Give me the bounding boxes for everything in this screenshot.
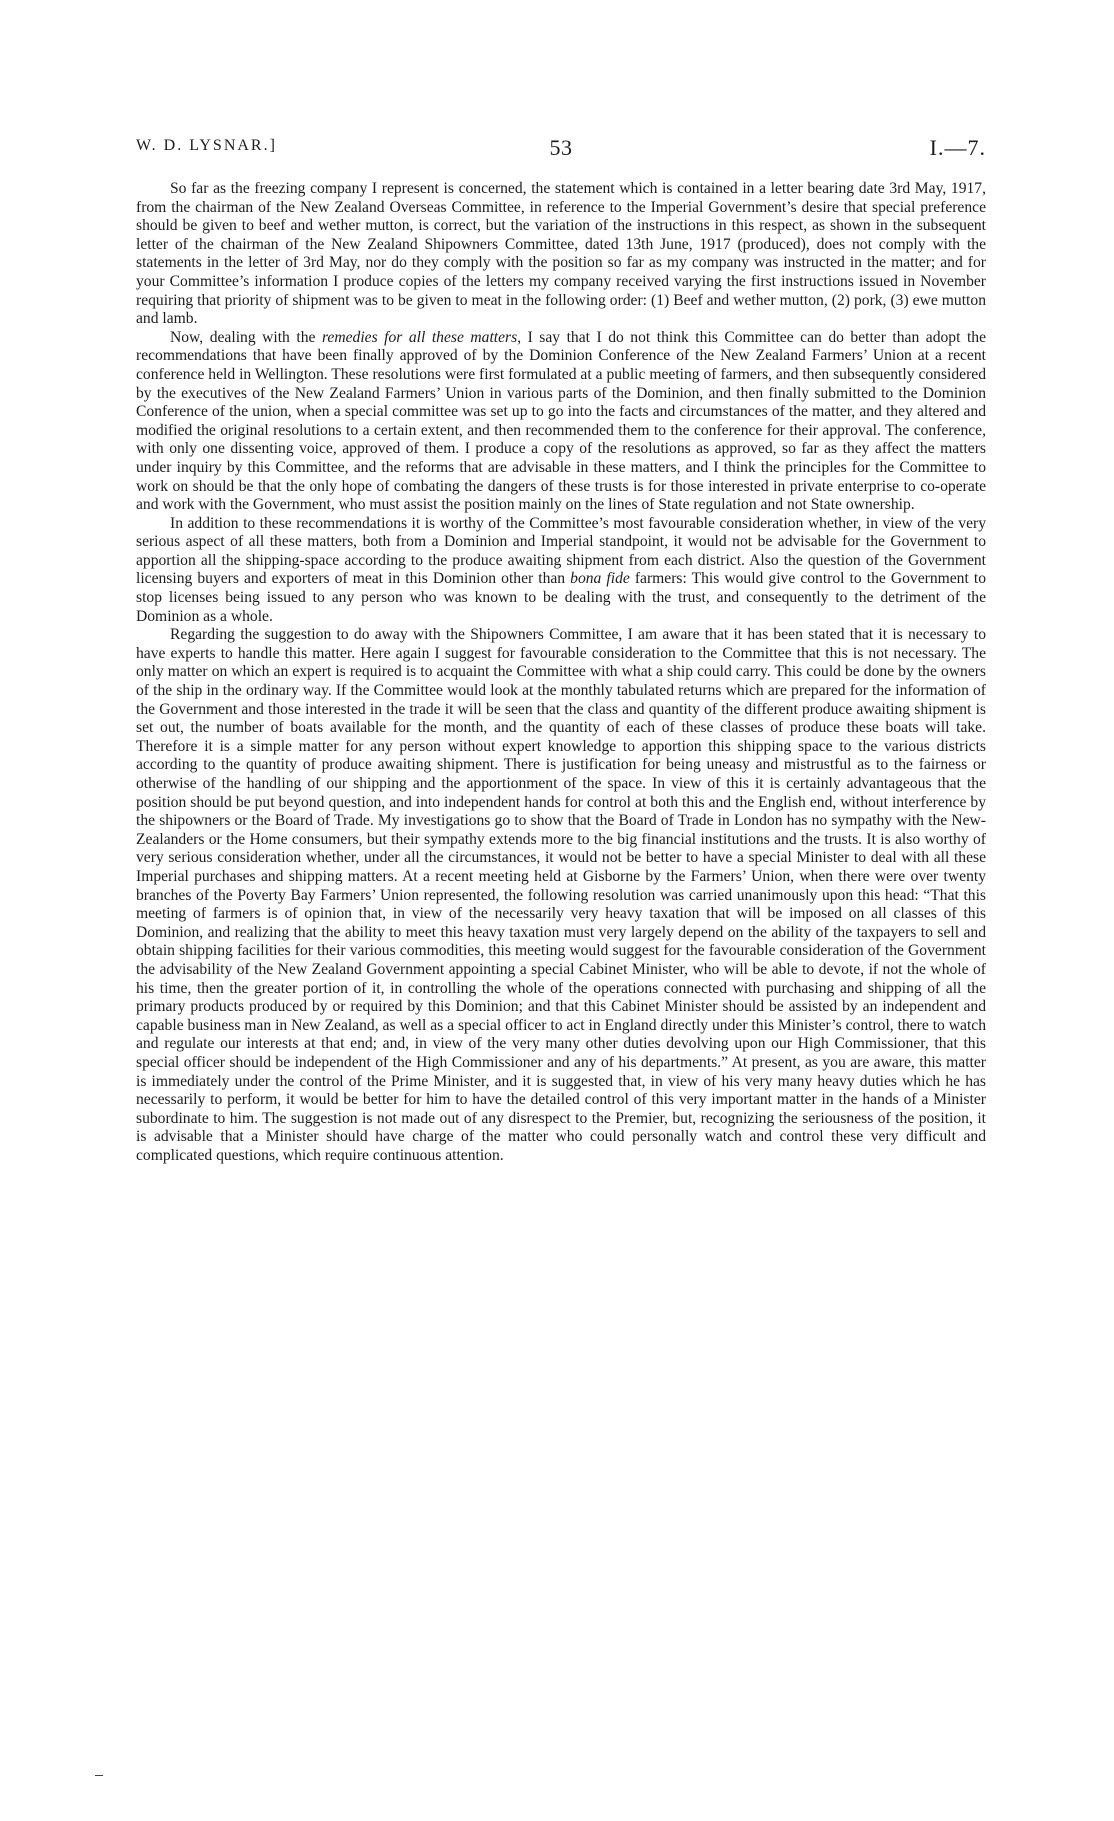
header-speaker: W. D. LYSNAR.] <box>136 137 277 154</box>
margin-dash-mark <box>95 1775 103 1776</box>
body-text <box>136 180 986 1165</box>
document-reference: I.—7. <box>929 135 986 160</box>
paragraph-2-text-a: Now, dealing with the <box>170 328 322 346</box>
paragraph-1: So far as the freezing company I represent is concerned, the statement which is contained in a letter bearing date 3rd May, 1917, from the chairman of the New Zealand Overseas Committee, in reference to the Imperial Government’s desire that special preference should be given to beef and wether mutton, is correct, but the variation of the instructions in this respect, as shown in the subsequent letter of the chairman of the New Zealand Shipowners Committee, dated 13th June, 1917 (produced), does not comply with the statements in the letter of 3rd May, nor do they comply with the position so far as my company was instructed in the matter; and for your Committee’s information I produce copies of the letters my company received varying the first instructions issued in November requiring that priority of shipment was to be given to meat in the following order: (1) Beef and wether mutton, (2) pork, (3) ewe mutton and lamb. <box>136 180 986 328</box>
paragraph-2 <box>136 329 986 515</box>
page-header <box>136 135 986 165</box>
paragraph-2-emphasis: remedies for all these matters <box>321 328 518 346</box>
paragraph-4: Regarding the suggestion to do away with the Shipowners Committee, I am aware that it has been stated that it is necessary to have experts to handle this matter. Here again I suggest for favourable consideration to the Committee that this is not necessary. The only matter on which an expert is required is to acquaint the Committee with what a ship could carry. This could be done by the owners of the ship in the ordinary way. If the Committee would look at the monthly tabulated returns which are prepared for the information of the Government and those interested in the trade it will be seen that the class and quantity of the different produce awaiting shipment is set out, the number of boats available for the month, and the quantity of each of these classes of produce these boats will take. Therefore it is a simple matter for any person without expert knowledge to apportion this shipping space to the various districts according to the quantity of produce awaiting shipment. There is justification for being uneasy and mistrustful as to the fairness or otherwise of the handling of our shipping and the apportionment of the space. In view of this it is certainly advantageous that the position should be put beyond question, and into independent hands for control at both this and the English end, without interference by the shipowners or the Board of Trade. My investigations go to show that the Board of Trade in London has no sympathy with the New-Zealanders or the Home consumers, but their sympathy extends more to the big financial institutions and the trusts. It is also worthy of very serious consideration whether, under all the circumstances, it would not be better to have a special Minister to deal with all these Imperial purchases and shipping matters. At a recent meeting held at Gisborne by the Farmers’ Union, when there were over twenty branches of the Poverty Bay Farmers’ Union represented, the following resolution was carried unanimously upon this head: “That this meeting of farmers is of opinion that, in view of the necessarily very heavy taxation that will be imposed on all classes of this Dominion, and realizing that the ability to meet this heavy taxation must very largely depend on the ability of the taxpayers to sell and obtain shipping facilities for their various commodities, this meeting would suggest for the favourable consideration of the Government the advisability of the New Zealand Government appointing a special Cabinet Minister, who will be able to devote, if not the whole of his time, then the greater portion of it, in controlling the whole of the operations connected with purchasing and shipping of all the primary products produced by or required by this Dominion; and that this Cabinet Minister should be assisted by an independent and capable business man in New Zealand, as well as a special officer to act in England directly under this Minister’s control, there to watch and regulate our interests at that end; and, in view of the very many other duties devolving upon our High Commissioner, that this special officer should be independent of the High Commissioner and any of his departments.” At present, as you are aware, this matter is immediately under the control of the Prime Minister, and it is suggested that, in view of his very many heavy duties which he has necessarily to perform, it would be better for him to have the detailed control of this very important matter in the hands of a Minister subordinate to him. The suggestion is not made out of any disrespect to the Premier, but, recognizing the seriousness of the position, it is advisable that a Minister should have charge of the matter who could personally watch and control these very difficult and complicated questions, which require continuous attention. <box>136 626 986 1164</box>
paragraph-2-text-b: , I say that I do not think this Committee can do better than adopt the recommendations that have been finally approved of by the Dominion Conference of the New Zealand Farmers’ Union at a recent conference held in Wellington. These resolutions were first formulated at a public meeting of farmers, and then subsequently considered by the executives of the New Zealand Farmers’ Union in various parts of the Dominion, and then finally submitted to the Dominion Conference of the union, when a special committee was set up to go into the facts and circumstances of the matter, and they altered and modified the original resolutions to a certain extent, and then recommended them to the conference for their approval. The conference, with only one dissenting voice, approved of them. I produce a copy of the resolutions as approved, so far as they affect the matters under inquiry by this Committee, and the reforms that are advisable in these matters, and I think the principles for the Committee to work on should be that the only hope of combating the dangers of these trusts is for those interested in private enterprise to co-operate and work with the Government, who must assist the position mainly on the lines of State regulation and not State ownership. <box>136 328 986 514</box>
paragraph-3-emphasis: bona fide <box>570 570 630 588</box>
paragraph-3 <box>136 515 986 627</box>
page-number: 53 <box>549 135 573 160</box>
paragraph-3-text-b: farmers: This would give control to the Government to stop licenses being issued to any person who was known to be dealing with the trust, and consequently to the detriment of the Dominion as a whole. <box>136 570 986 625</box>
paragraph-3-text-a: In addition to these recommendations it is worthy of the Committee’s most favourable consideration whether, in view of the very serious aspect of all these matters, both from a Dominion and Imperial standpoint, it would not be advisable for the Government to apportion all the shipping-space according to the produce awaiting shipment from each district. Also the question of the Government licensing buyers and exporters of meat in this Dominion other than <box>136 514 986 588</box>
